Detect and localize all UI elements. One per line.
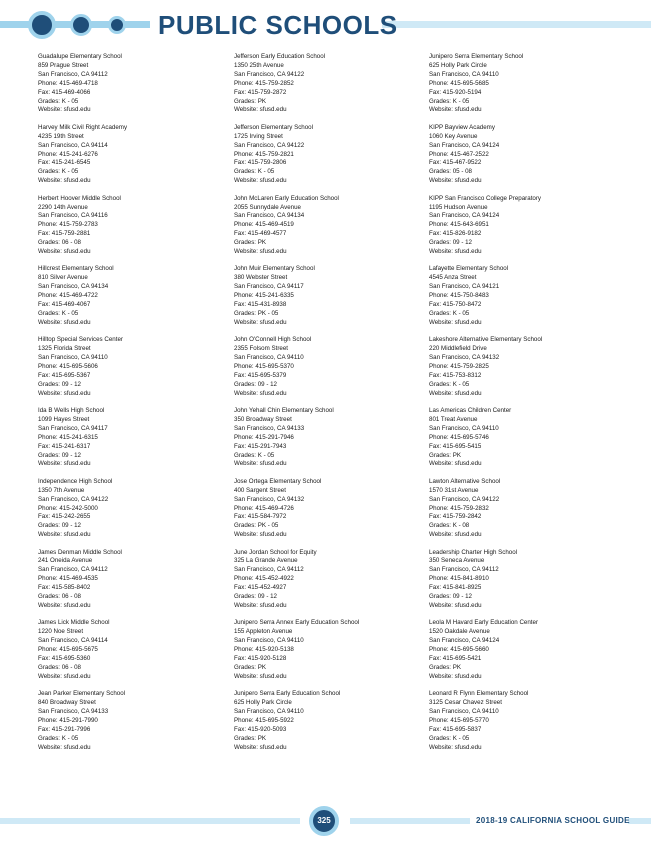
school-fax: Fax: 415-695-5379	[234, 371, 287, 379]
school-phone: Phone: 415-469-4722	[38, 292, 98, 300]
school-phone: Phone: 415-241-6276	[38, 150, 98, 158]
school-grades: Grades: 06 - 08	[38, 593, 81, 601]
school-address: 350 Seneca Avenue	[429, 557, 485, 565]
school-city: San Francisco, CA 94112	[429, 566, 499, 574]
school-name: Hilltop Special Services Center	[38, 336, 123, 344]
school-phone: Phone: 415-695-5746	[429, 433, 489, 441]
school-entry	[234, 407, 414, 478]
school-city: San Francisco, CA 94110	[429, 424, 499, 432]
school-address: 1099 Hayes Street	[38, 415, 90, 423]
school-phone: Phone: 415-841-8910	[429, 575, 489, 583]
school-name: Junipero Serra Early Education School	[234, 690, 341, 698]
school-entry	[429, 619, 609, 690]
school-phone: Phone: 415-695-5606	[38, 362, 98, 370]
school-entry	[38, 690, 218, 761]
school-entry	[429, 407, 609, 478]
school-name: Hillcrest Elementary School	[38, 265, 114, 273]
school-phone: Phone: 415-759-2821	[234, 150, 294, 158]
school-address: 1570 31st Avenue	[429, 486, 479, 494]
school-name: Jefferson Early Education School	[234, 53, 326, 60]
school-name: Leadership Charter High School	[429, 548, 518, 556]
school-address: 1195 Hudson Avenue	[429, 203, 488, 211]
school-name: Junipero Serra Elementary School	[429, 53, 524, 60]
school-city: San Francisco, CA 94112	[38, 566, 108, 574]
school-grades: Grades: PK	[234, 97, 266, 105]
page-title: PUBLIC SCHOOLS	[158, 10, 398, 40]
school-city: San Francisco, CA 94110	[234, 637, 304, 645]
school-name: Leola M Havard Early Education Center	[429, 619, 539, 627]
school-grades: Grades: 09 - 12	[38, 522, 81, 530]
school-name: Jose Ortega Elementary School	[234, 477, 322, 485]
school-grades: Grades: K - 05	[38, 309, 79, 317]
school-entry	[429, 690, 609, 761]
school-fax: Fax: 415-841-8925	[429, 584, 482, 592]
school-name: Independence High School	[38, 477, 113, 485]
school-city: San Francisco, CA 94122	[429, 495, 500, 503]
directory-column-1	[38, 53, 218, 761]
school-grades: Grades: K - 05	[429, 380, 470, 388]
school-address: 2055 Sunnydale Avenue	[234, 203, 301, 211]
school-phone: Phone: 415-750-8483	[429, 292, 489, 300]
school-city: San Francisco, CA 94133	[38, 707, 109, 715]
school-city: San Francisco, CA 94132	[234, 495, 305, 503]
school-website: Website: sfusd.edu	[429, 389, 482, 397]
school-grades: Grades: K - 05	[429, 309, 470, 317]
school-fax: Fax: 415-759-2872	[234, 88, 287, 96]
school-website: Website: sfusd.edu	[38, 743, 91, 751]
school-grades: Grades: K - 05	[429, 97, 470, 105]
school-entry	[429, 124, 609, 195]
school-website: Website: sfusd.edu	[234, 672, 287, 680]
school-fax: Fax: 415-750-8472	[429, 301, 482, 309]
school-fax: Fax: 415-469-4577	[234, 230, 287, 238]
school-grades: Grades: 05 - 08	[429, 168, 472, 176]
school-fax: Fax: 415-759-2881	[38, 230, 91, 238]
school-fax: Fax: 415-431-8938	[234, 301, 287, 309]
school-city: San Francisco, CA 94114	[38, 141, 108, 149]
school-fax: Fax: 415-759-2842	[429, 513, 482, 521]
school-name: John Muir Elementary School	[234, 265, 315, 273]
school-city: San Francisco, CA 94133	[234, 424, 305, 432]
school-address: 2355 Folsom Street	[234, 345, 288, 353]
school-phone: Phone: 415-467-2522	[429, 150, 489, 158]
school-grades: Grades: K - 05	[234, 168, 275, 176]
school-name: Harvey Milk Civil Right Academy	[38, 123, 128, 131]
school-grades: Grades: 09 - 12	[38, 380, 81, 388]
school-phone: Phone: 415-759-2852	[234, 79, 294, 87]
school-grades: Grades: PK	[234, 239, 266, 247]
school-website: Website: sfusd.edu	[38, 248, 91, 256]
school-grades: Grades: PK	[429, 663, 461, 671]
school-website: Website: sfusd.edu	[234, 248, 287, 256]
school-name: James Denman Middle School	[38, 548, 122, 556]
school-name: Lakeshore Alternative Elementary School	[429, 336, 543, 344]
school-phone: Phone: 415-469-4718	[38, 79, 98, 87]
school-fax: Fax: 415-291-7996	[38, 725, 91, 733]
school-grades: Grades: K - 08	[429, 522, 470, 530]
school-name: James Lick Middle School	[38, 619, 110, 627]
school-name: John O'Connell High School	[234, 336, 312, 344]
school-city: San Francisco, CA 94124	[429, 212, 500, 220]
school-city: San Francisco, CA 94122	[38, 495, 109, 503]
school-entry	[38, 619, 218, 690]
school-name: Guadalupe Elementary School	[38, 53, 122, 60]
school-city: San Francisco, CA 94117	[234, 283, 304, 291]
school-phone: Phone: 415-643-6951	[429, 221, 489, 229]
footer-rule-end	[628, 818, 651, 824]
school-name: Jefferson Elementary School	[234, 123, 313, 131]
school-phone: Phone: 415-291-7946	[234, 433, 294, 441]
school-grades: Grades: PK	[429, 451, 461, 459]
school-address: 625 Holly Park Circle	[234, 699, 292, 707]
school-phone: Phone: 415-695-5660	[429, 646, 489, 654]
header-dot-large	[28, 11, 56, 39]
school-address: 1220 Noe Street	[38, 628, 84, 636]
school-entry	[38, 53, 218, 124]
school-city: San Francisco, CA 94134	[234, 212, 305, 220]
school-website: Website: sfusd.edu	[234, 460, 287, 468]
school-fax: Fax: 415-920-5093	[234, 725, 287, 733]
school-name: John McLaren Early Education School	[234, 194, 339, 202]
school-website: Website: sfusd.edu	[38, 602, 91, 610]
school-address: 4235 19th Street	[38, 132, 84, 140]
school-name: KIPP Bayview Academy	[429, 123, 495, 131]
school-fax: Fax: 415-241-6317	[38, 442, 91, 450]
school-website: Website: sfusd.edu	[234, 743, 287, 751]
school-city: San Francisco, CA 94124	[429, 141, 500, 149]
school-website: Website: sfusd.edu	[429, 318, 482, 326]
school-city: San Francisco, CA 94134	[38, 283, 109, 291]
school-entry	[234, 53, 414, 124]
school-phone: Phone: 415-759-2832	[429, 504, 489, 512]
school-name: Herbert Hoover Middle School	[38, 194, 121, 202]
school-grades: Grades: K - 05	[38, 97, 79, 105]
school-city: San Francisco, CA 94114	[38, 637, 108, 645]
school-fax: Fax: 415-467-9522	[429, 159, 482, 167]
school-website: Website: sfusd.edu	[234, 602, 287, 610]
directory-column-2	[234, 53, 414, 761]
school-website: Website: sfusd.edu	[38, 531, 91, 539]
page-header	[0, 0, 651, 50]
school-city: San Francisco, CA 94122	[234, 70, 305, 78]
school-city: San Francisco, CA 94132	[429, 354, 500, 361]
school-website: Website: sfusd.edu	[38, 318, 91, 326]
school-phone: Phone: 415-242-5000	[38, 504, 98, 512]
school-grades: Grades: 09 - 12	[429, 239, 472, 247]
school-entry	[234, 336, 414, 407]
school-address: 2290 14th Avenue	[38, 203, 88, 211]
school-entry	[234, 619, 414, 690]
school-phone: Phone: 415-291-7990	[38, 716, 98, 724]
school-address: 840 Broadway Street	[38, 699, 96, 707]
school-website: Website: sfusd.edu	[38, 177, 91, 185]
school-entry	[38, 265, 218, 336]
school-entry	[38, 549, 218, 620]
school-address: 4545 Anza Street	[429, 274, 477, 282]
school-address: 1325 Florida Street	[38, 345, 91, 353]
school-fax: Fax: 415-759-2806	[234, 159, 287, 167]
school-grades: Grades: 06 - 08	[38, 239, 81, 247]
school-address: 1520 Oakdale Avenue	[429, 628, 490, 636]
school-website: Website: sfusd.edu	[234, 531, 287, 539]
school-website: Website: sfusd.edu	[38, 672, 91, 680]
school-fax: Fax: 415-585-8402	[38, 584, 91, 592]
school-city: San Francisco, CA 94110	[429, 70, 499, 78]
school-grades: Grades: PK - 05	[234, 309, 279, 317]
school-name: Las Americas Children Center	[429, 406, 512, 414]
school-phone: Phone: 415-759-2783	[38, 221, 98, 229]
school-grades: Grades: PK	[234, 663, 266, 671]
header-dot-small	[108, 16, 126, 34]
school-city: San Francisco, CA 94110	[234, 707, 304, 715]
footer-rule-left	[0, 818, 300, 824]
school-name: June Jordan School for Equity	[234, 548, 317, 556]
school-name: Lawton Alternative School	[429, 477, 501, 485]
school-grades: Grades: K - 05	[429, 734, 470, 742]
school-fax: Fax: 415-469-4066	[38, 88, 91, 96]
school-phone: Phone: 415-759-2825	[429, 362, 489, 370]
school-address: 155 Appleton Avenue	[234, 628, 293, 636]
school-entry	[234, 124, 414, 195]
school-website: Website: sfusd.edu	[429, 743, 482, 751]
school-city: San Francisco, CA 94110	[429, 707, 499, 715]
school-entry	[38, 478, 218, 549]
school-name: Leonard R Flynn Elementary School	[429, 690, 529, 698]
school-website: Website: sfusd.edu	[234, 389, 287, 397]
school-fax: Fax: 415-695-5360	[38, 655, 91, 662]
school-fax: Fax: 415-584-7972	[234, 513, 287, 521]
school-fax: Fax: 415-291-7943	[234, 442, 287, 450]
school-address: 3125 Cesar Chavez Street	[429, 699, 502, 707]
school-phone: Phone: 415-695-5685	[429, 79, 489, 87]
school-website: Website: sfusd.edu	[429, 531, 482, 539]
school-name: Junipero Serra Annex Early Education School	[234, 619, 360, 627]
school-city: San Francisco, CA 94112	[234, 566, 304, 574]
school-website: Website: sfusd.edu	[234, 106, 287, 114]
school-website: Website: sfusd.edu	[38, 106, 91, 114]
school-entry	[234, 195, 414, 266]
school-grades: Grades: 09 - 12	[38, 451, 81, 459]
school-website: Website: sfusd.edu	[429, 672, 482, 680]
school-grades: Grades: K - 05	[38, 734, 79, 742]
school-grades: Grades: K - 05	[38, 168, 79, 176]
school-fax: Fax: 415-695-5837	[429, 725, 482, 733]
school-address: 1725 Irving Street	[234, 132, 283, 140]
school-phone: Phone: 415-241-6315	[38, 433, 98, 441]
page-footer	[0, 806, 651, 836]
header-rule-right	[382, 21, 651, 28]
school-grades: Grades: PK - 05	[234, 522, 279, 530]
school-city: San Francisco, CA 94124	[429, 637, 500, 645]
school-entry	[234, 265, 414, 336]
school-fax: Fax: 415-695-5415	[429, 442, 482, 450]
school-phone: Phone: 415-241-6335	[234, 292, 294, 300]
school-grades: Grades: 09 - 12	[234, 593, 277, 601]
school-address: 859 Prague Street	[38, 61, 89, 69]
school-grades: Grades: PK	[234, 734, 266, 742]
school-address: 801 Treat Avenue	[429, 415, 478, 423]
school-name: Jean Parker Elementary School	[38, 690, 126, 698]
school-address: 400 Sargent Street	[234, 486, 286, 494]
school-website: Website: sfusd.edu	[38, 389, 91, 397]
school-address: 625 Holly Park Circle	[429, 61, 487, 69]
school-fax: Fax: 415-469-4067	[38, 301, 91, 309]
school-address: 1060 Key Avenue	[429, 132, 478, 140]
school-grades: Grades: 09 - 12	[429, 593, 472, 601]
school-address: 1350 7th Avenue	[38, 486, 85, 494]
school-phone: Phone: 415-920-5138	[234, 646, 294, 654]
school-website: Website: sfusd.edu	[429, 248, 482, 256]
school-fax: Fax: 415-920-5194	[429, 88, 482, 96]
school-address: 810 Silver Avenue	[38, 274, 88, 282]
school-fax: Fax: 415-452-4927	[234, 584, 287, 592]
school-entry	[429, 265, 609, 336]
school-fax: Fax: 415-241-6545	[38, 159, 91, 167]
page-number: 325	[309, 806, 339, 836]
school-website: Website: sfusd.edu	[234, 177, 287, 185]
directory-column-3	[429, 53, 609, 761]
school-fax: Fax: 415-826-9182	[429, 230, 482, 238]
school-phone: Phone: 415-695-5675	[38, 646, 98, 654]
school-phone: Phone: 415-469-4519	[234, 221, 294, 229]
school-phone: Phone: 415-695-5370	[234, 362, 294, 370]
school-address: 1350 25th Avenue	[234, 61, 284, 69]
school-city: San Francisco, CA 94117	[38, 424, 108, 432]
school-phone: Phone: 415-469-4535	[38, 575, 98, 583]
school-grades: Grades: 09 - 12	[234, 380, 277, 388]
school-entry	[234, 478, 414, 549]
school-website: Website: sfusd.edu	[429, 460, 482, 468]
school-city: San Francisco, CA 94110	[38, 354, 108, 361]
school-website: Website: sfusd.edu	[429, 106, 482, 114]
school-name: Lafayette Elementary School	[429, 265, 509, 273]
school-city: San Francisco, CA 94116	[38, 212, 108, 220]
footer-rule-right	[350, 818, 470, 824]
school-address: 220 Middlefield Drive	[429, 345, 487, 353]
school-grades: Grades: 06 - 08	[38, 663, 81, 671]
school-entry	[38, 124, 218, 195]
school-address: 325 La Grande Avenue	[234, 557, 298, 565]
school-address: 380 Webster Street	[234, 274, 288, 282]
school-website: Website: sfusd.edu	[429, 602, 482, 610]
school-address: 241 Oneida Avenue	[38, 557, 93, 565]
school-name: Ida B Wells High School	[38, 406, 105, 414]
school-entry	[429, 549, 609, 620]
school-phone: Phone: 415-695-5922	[234, 716, 294, 724]
school-city: San Francisco, CA 94110	[234, 354, 304, 361]
school-website: Website: sfusd.edu	[234, 318, 287, 326]
school-entry	[429, 53, 609, 124]
school-fax: Fax: 415-695-5421	[429, 655, 482, 662]
school-fax: Fax: 415-920-5128	[234, 655, 287, 662]
school-fax: Fax: 415-753-8312	[429, 371, 482, 379]
school-entry	[429, 478, 609, 549]
school-city: San Francisco, CA 94121	[429, 283, 500, 291]
school-name: KIPP San Francisco College Preparatory	[429, 194, 542, 202]
school-phone: Phone: 415-469-4726	[234, 504, 294, 512]
school-entry	[234, 690, 414, 761]
school-entry	[38, 407, 218, 478]
school-phone: Phone: 415-695-5770	[429, 716, 489, 724]
header-dot-medium	[70, 14, 92, 36]
school-city: San Francisco, CA 94122	[234, 141, 305, 149]
school-website: Website: sfusd.edu	[429, 177, 482, 185]
school-website: Website: sfusd.edu	[38, 460, 91, 468]
school-fax: Fax: 415-242-2655	[38, 513, 91, 521]
school-entry	[234, 549, 414, 620]
school-address: 350 Broadway Street	[234, 415, 292, 423]
school-entry	[429, 336, 609, 407]
school-city: San Francisco, CA 94112	[38, 70, 108, 78]
school-fax: Fax: 415-695-5367	[38, 371, 91, 379]
school-grades: Grades: K - 05	[234, 451, 275, 459]
school-name: John Yehall Chin Elementary School	[234, 406, 334, 414]
school-entry	[429, 195, 609, 266]
guide-title: 2018-19 CALIFORNIA SCHOOL GUIDE	[476, 816, 630, 825]
school-phone: Phone: 415-452-4922	[234, 575, 294, 583]
school-entry	[38, 195, 218, 266]
school-entry	[38, 336, 218, 407]
